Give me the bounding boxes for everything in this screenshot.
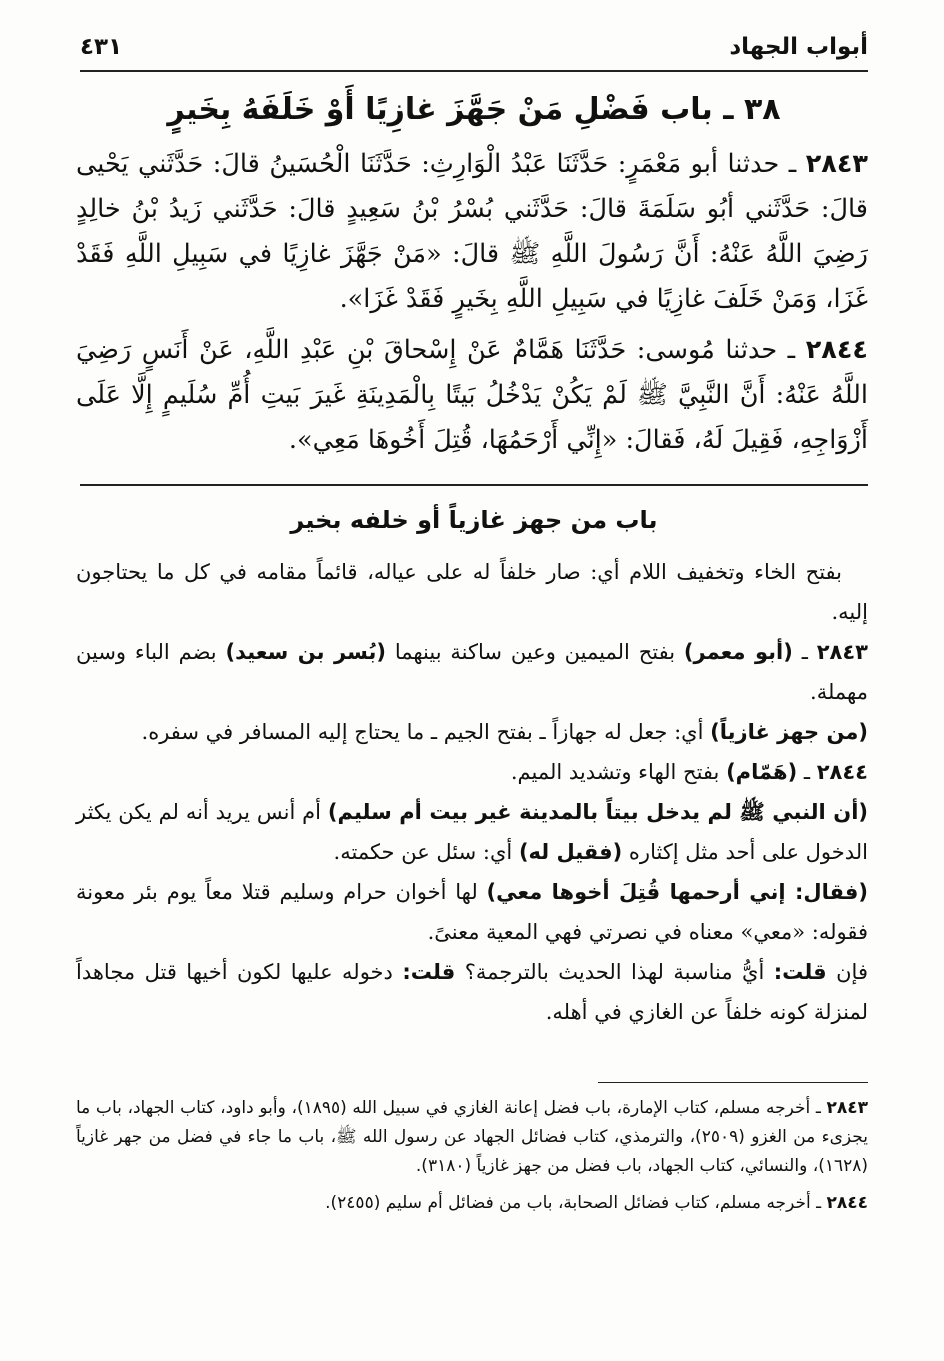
commentary-lemma: (أن النبي ﷺ لم يدخل بيتاً بالمدينة غير بيت أم سليم) xyxy=(327,800,868,824)
commentary-lemma: (فقال: إني أرحمها قُتِلَ أخوها معي) xyxy=(486,880,868,904)
hadith-text: ـ حدثنا مُوسى: حَدَّثَنَا هَمَّامٌ عَنْ إِسْحاقَ بْنِ عَبْدِ اللَّهِ، عَنْ أَنَسٍ رَضِيَ اللَّهُ عَنْهُ: أَنَّ النَّبِيَّ ﷺ لَمْ يَكُنْ يَدْخُلُ بَيتًا بِالْمَدِينَةِ غَيرَ بَيتِ أُمِّ سُلَيمٍ إِلَّا عَلَى أَزْوَاجِهِ، فَقِيلَ لَهُ، فَقالَ: «إِنِّي أَرْحَمُهَا، قُتِلَ أَخُوهَا مَعِي». xyxy=(76,335,868,455)
commentary-text: أيُّ مناسبة لهذا الحديث بالترجمة؟ xyxy=(455,960,774,984)
section-divider xyxy=(80,484,868,486)
running-title: أبواب الجهاد xyxy=(729,34,868,60)
commentary-lemma: (من جهز غازياً) xyxy=(710,720,868,744)
footnote-number: ٢٨٤٤ xyxy=(826,1193,868,1213)
hadith-2843 xyxy=(76,142,868,322)
footnotes xyxy=(76,1094,868,1218)
commentary-paragraph xyxy=(76,712,868,752)
hadith-number: ٢٨٤٤ xyxy=(805,335,868,365)
commentary-title: باب من جهز غازياً أو خلفه بخير xyxy=(290,506,658,534)
commentary-paragraph xyxy=(76,792,868,872)
commentary-lemma: (بُسر بن سعيد) xyxy=(225,640,386,664)
commentary-lemma: ٢٨٤٣ xyxy=(816,640,868,664)
footnote-text: ـ أخرجه مسلم، كتاب فضائل الصحابة، باب من فضائل أم سليم (٢٤٥٥). xyxy=(325,1193,827,1213)
commentary-text: أي: جعل له جهازاً ـ بفتح الجيم ـ ما يحتاج إليه المسافر في سفره. xyxy=(141,720,711,744)
commentary-lemma: قلت: xyxy=(402,960,456,984)
commentary-lemma: (فقيل له) xyxy=(518,840,623,864)
commentary-paragraph xyxy=(76,552,868,632)
commentary-paragraph xyxy=(76,752,868,792)
hadith-2844 xyxy=(76,328,868,463)
hadith-text-block xyxy=(76,142,868,463)
page-header xyxy=(80,24,868,72)
commentary-text: أم أنس يريد أنه لم يكن يكثر الدخول على أحد مثل إكثاره xyxy=(76,800,868,864)
chapter-title: ٣٨ ـ باب فَضْلِ مَنْ جَهَّزَ غازِيًا أَوْ خَلَفَهُ بِخَيرٍ xyxy=(167,92,781,127)
commentary-text: لها أخوان حرام وسليم قتلا معاً يوم بئر معونة فقوله: «معي» معناه في نصرتي فهي المعية معنىً. xyxy=(76,880,868,944)
commentary-lemma: (هَمّام) xyxy=(726,760,798,784)
commentary-lemma: (أبو معمر) xyxy=(683,640,793,664)
commentary-body xyxy=(76,552,868,1032)
footnote-number: ٢٨٤٣ xyxy=(826,1098,868,1118)
commentary-text: بفتح الخاء وتخفيف اللام أي: صار خلفاً له على عياله، قائماً مقامه في كل ما يحتاجون إليه. xyxy=(76,560,868,624)
commentary-text: ـ xyxy=(792,640,817,664)
hadith-number: ٢٨٤٣ xyxy=(805,149,868,179)
commentary-paragraph xyxy=(76,952,868,1032)
footnote-2843 xyxy=(76,1094,868,1181)
commentary-text: فإن xyxy=(826,960,868,984)
commentary-text: بفتح الهاء وتشديد الميم. xyxy=(510,760,727,784)
commentary-lemma: قلت: xyxy=(773,960,827,984)
footnote-text: ـ أخرجه مسلم، كتاب الإمارة، باب فضل إعانة الغازي في سبيل الله (١٨٩٥)، وأبو داود، كتاب الجهاد، باب ما يجزىء من الغزو (٢٥٠٩)، والترمذي، كتاب فضائل الجهاد عن رسول الله ﷺ، باب ما جاء في فضل من جهر غازياً (١٦٢٨)، والنسائي، كتاب الجهاد، باب فضل من جهز غازياً (٣١٨٠). xyxy=(76,1098,869,1176)
commentary-text: دخوله عليها لكون أخيها قتل مجاهداً لمنزلة كونه خلفاً عن الغازي في أهله. xyxy=(76,960,868,1024)
commentary-paragraph xyxy=(76,632,868,712)
page-number: ٤٣١ xyxy=(80,34,123,60)
footnote-2844 xyxy=(76,1189,868,1218)
hadith-text: ـ حدثنا أبو مَعْمَرٍ: حَدَّثَنَا عَبْدُ الْوَارِثِ: حَدَّثَنَا الْحُسَينُ قالَ: حَدَّثَني يَحْيى قالَ: حَدَّثَني أبُو سَلَمَةَ قالَ: حَدَّثَني بُسْرُ بْنُ سَعِيدٍ قالَ: حَدَّثَني زَيدُ بْنُ خالِدٍ رَضِيَ اللَّهُ عَنْهُ: أَنَّ رَسُولَ اللَّهِ ﷺ قالَ: «مَنْ جَهَّزَ غازِيًا في سَبِيلِ اللَّهِ فَقَدْ غَزَا، وَمَنْ خَلَفَ غازِيًا في سَبِيلِ اللَّهِ بِخَيرٍ فَقَدْ غَزَا». xyxy=(76,149,868,314)
commentary-text: بضم الباء وسين مهملة. xyxy=(76,640,868,704)
commentary-text: أي: سئل عن حكمته. xyxy=(333,840,519,864)
commentary-text: بفتح الميمين وعين ساكنة بينهما xyxy=(385,640,684,664)
commentary-paragraph xyxy=(76,872,868,952)
commentary-text: ـ xyxy=(797,760,817,784)
commentary-lemma: ٢٨٤٤ xyxy=(816,760,868,784)
footnote-divider xyxy=(598,1082,868,1083)
